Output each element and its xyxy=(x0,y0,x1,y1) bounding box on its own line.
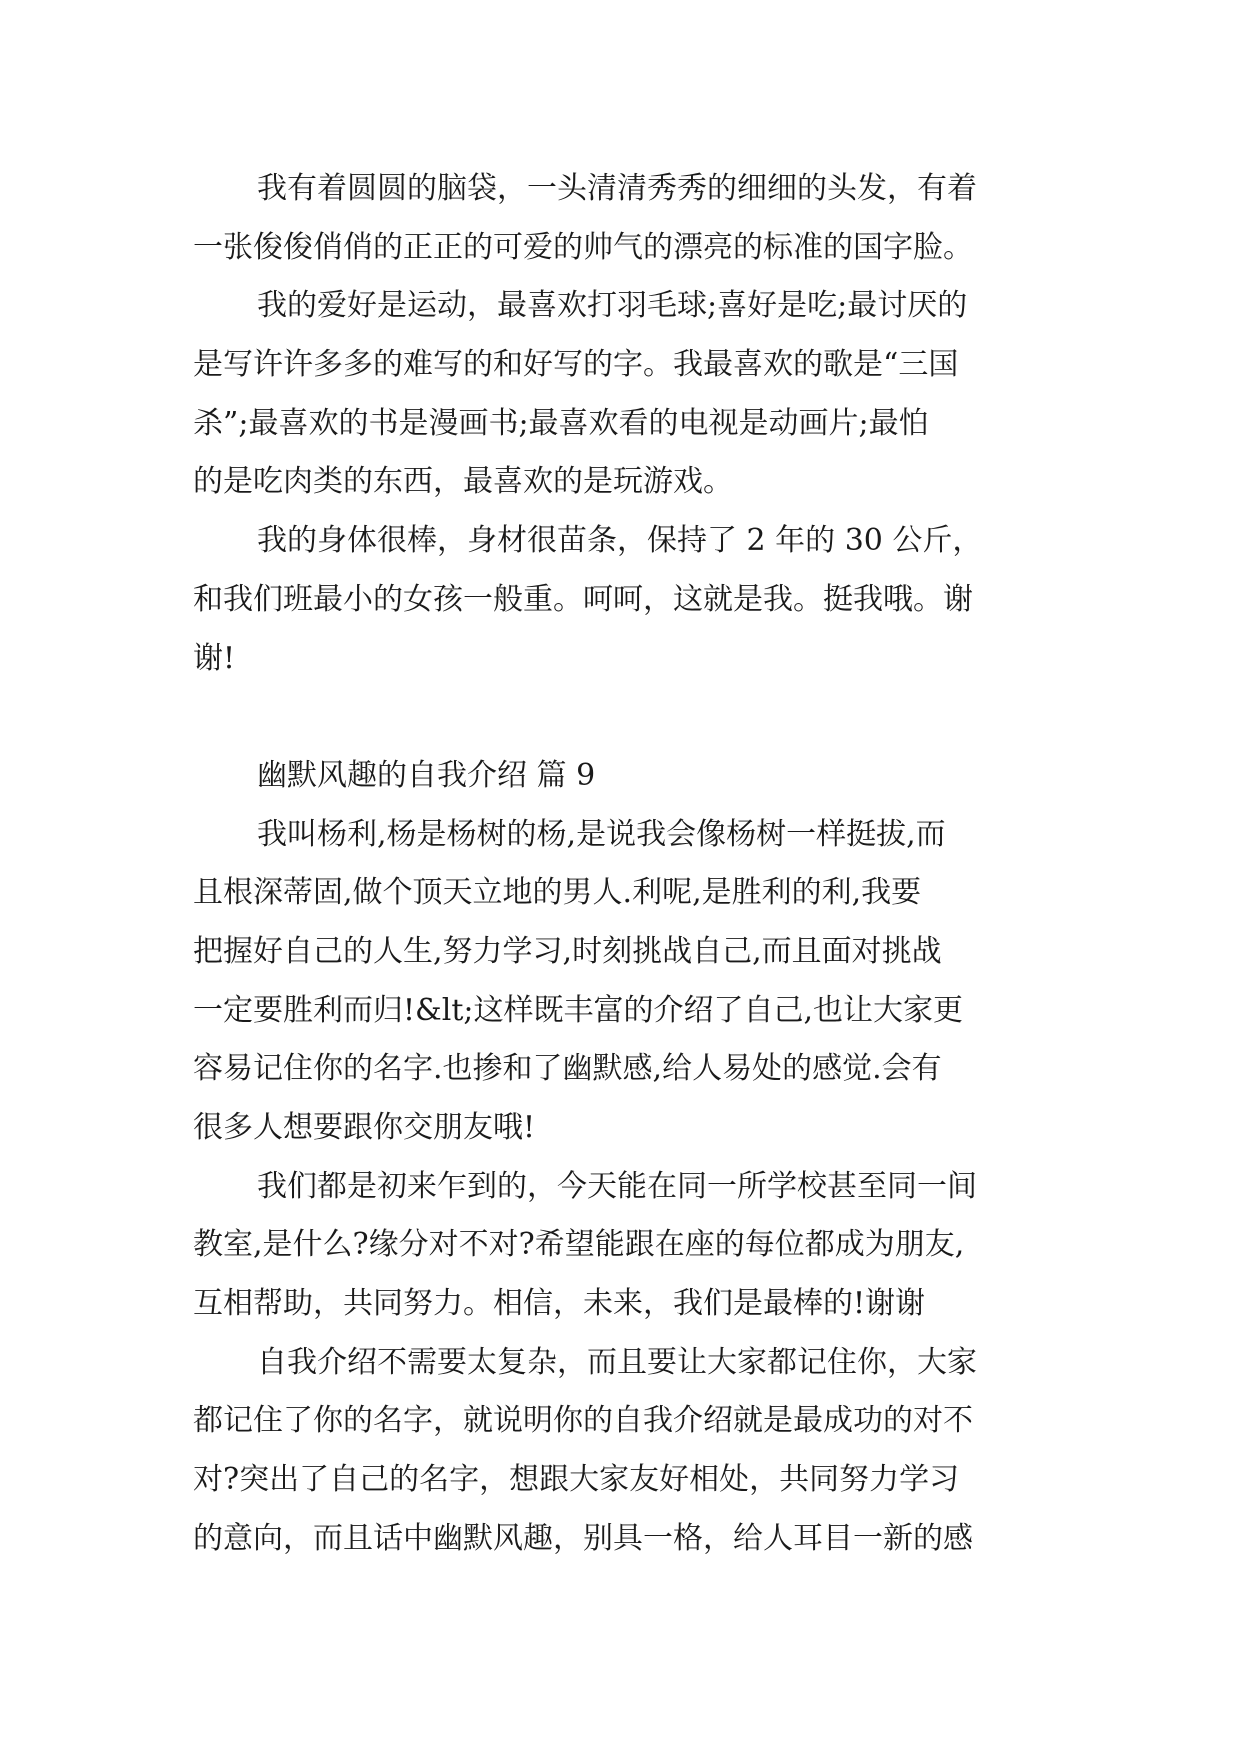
paragraph-2-line-2: 是写许许多多的难写的和好写的字。我最喜欢的歌是“三国 xyxy=(193,347,959,383)
paragraph-1-line-1: 我有着圆圆的脑袋，一头清清秀秀的细细的头发，有着 xyxy=(257,171,977,206)
paragraph-4-line-1: 我叫杨利,杨是杨树的杨,是说我会像杨树一样挺拔,而 xyxy=(257,816,946,852)
paragraph-4-line-6: 很多人想要跟你交朋友哦! xyxy=(193,1110,536,1145)
paragraph-2-line-1: 我的爱好是运动，最喜欢打羽毛球;喜好是吃;最讨厌的 xyxy=(257,288,968,324)
paragraph-6-line-1: 自我介绍不需要太复杂，而且要让大家都记住你，大家 xyxy=(257,1344,977,1380)
paragraph-6-line-2: 都记住了你的名字，就说明你的自我介绍就是最成功的对不 xyxy=(193,1403,973,1439)
paragraph-1-line-2: 一张俊俊俏俏的正正的可爱的帅气的漂亮的标准的国字脸。 xyxy=(193,229,973,265)
paragraph-4-line-5: 容易记住你的名字.也掺和了幽默感,给人易处的感觉.会有 xyxy=(193,1051,942,1087)
paragraph-5-line-1: 我们都是初来乍到的，今天能在同一所学校甚至同一间 xyxy=(257,1168,977,1204)
paragraph-6-line-3: 对?突出了自己的名字，想跟大家友好相处，共同努力学习 xyxy=(193,1462,960,1498)
paragraph-5-line-2: 教室,是什么?缘分对不对?希望能跟在座的每位都成为朋友, xyxy=(193,1227,965,1263)
paragraph-2-line-3: 杀”;最喜欢的书是漫画书;最喜欢看的电视是动画片;最怕 xyxy=(193,405,929,441)
paragraph-6-line-4: 的意向，而且话中幽默风趣，别具一格，给人耳目一新的感 xyxy=(193,1520,973,1556)
section-heading: 幽默风趣的自我介绍 篇 9 xyxy=(257,757,596,793)
paragraph-5-line-3: 互相帮助，共同努力。相信，未来，我们是最棒的!谢谢 xyxy=(193,1286,926,1322)
paragraph-4-line-2: 且根深蒂固,做个顶天立地的男人.利呢,是胜利的利,我要 xyxy=(193,875,922,911)
paragraph-3-line-1: 我的身体很棒，身材很苗条，保持了 2 年的 30 公斤， xyxy=(257,523,983,559)
paragraph-4-line-3: 把握好自己的人生,努力学习,时刻挑战自己,而且面对挑战 xyxy=(193,933,942,969)
document-body xyxy=(193,160,1073,1569)
paragraph-2-line-4: 的是吃肉类的东西，最喜欢的是玩游戏。 xyxy=(193,464,733,500)
paragraph-3-line-2: 和我们班最小的女孩一般重。呵呵，这就是我。挺我哦。谢 xyxy=(193,581,973,617)
paragraph-3-line-3: 谢! xyxy=(193,640,236,676)
paragraph-4-line-4: 一定要胜利而归!&lt;这样既丰富的介绍了自己,也让大家更 xyxy=(193,992,964,1028)
section-gap xyxy=(193,688,1073,747)
